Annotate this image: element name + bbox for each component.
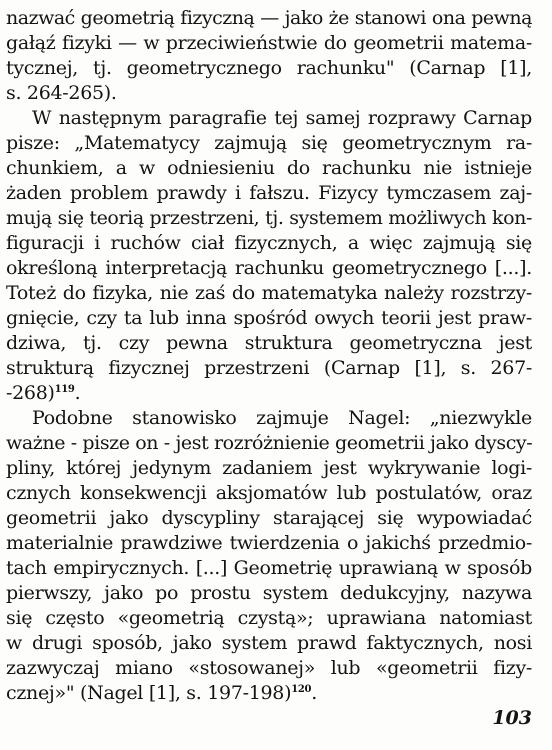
text-line: nazwać geometrią fizyczną — jako że stanowi ona pewną [6,7,532,29]
text-line: pliny, której jedynym zadaniem jest wykrywanie logi- [6,457,532,479]
text-line: geometrii jako dyscypliny starającej się wypowiadać [6,507,532,529]
text-line: cznych konsekwencji aksjomatów lub postulatów, oraz [6,482,532,504]
text-line: strukturą fizycznej przestrzeni (Carnap [1], s. 267- [6,357,532,379]
footnote-ref: 120 [291,684,312,695]
text-line: pierwszy, jako po prostu system dedukcyjny, nazywa [6,582,532,604]
text-line: zazwyczaj miano «stosowanej» lub «geometrii fizy- [6,657,532,679]
text-line: żaden problem prawdy i fałszu. Fizycy tymczasem zaj- [6,182,532,204]
text-line: Toteż do fizyka, nie zaś do matematyka należy rozstrzy- [6,282,532,304]
text-line: tach empirycznych. [...] Geometrię uprawianą w sposób [6,557,532,579]
text-line: pisze: „Matematycy zajmują się geometrycznym ra- [6,132,532,154]
text-line: tycznej, tj. geometrycznego rachunku" (Carnap [1], [6,57,532,79]
text-line: określoną interpretacją rachunku geometrycznego [...]. [6,257,532,279]
text-line: W następnym paragrafie tej samej rozprawy Carnap [32,107,532,129]
text-line: figuracji i ruchów ciał fizycznych, a więc zajmują się [6,232,532,254]
footnote-ref: 119 [54,384,75,395]
text-line: s. 264-265). [6,82,117,104]
text-line: Podobne stanowisko zajmuje Nagel: „niezwykle [32,407,532,429]
text-line: gnięcie, czy ta lub inna spośród owych teorii jest praw- [6,307,532,329]
text-line: -268)$^{119}$. [6,382,81,404]
text-line: się często «geometrią czystą»; uprawiana natomiast [6,607,532,629]
text-line: chunkiem, a w odniesieniu do rachunku nie istnieje [6,157,532,179]
text-line: ważne - pisze on - jest rozróżnienie geometrii jako dyscy- [6,432,533,454]
page-number: 103 [492,707,532,729]
text-line: w drugi sposób, jako system prawd faktycznych, nosi [6,632,532,654]
text-line: mują się teorią przestrzeni, tj. systemem możliwych kon- [6,207,532,229]
text-line: cznej»" (Nagel [1], s. 197-198)$^{120}$. [6,682,317,704]
text-line: dziwa, tj. czy pewna struktura geometryczna jest [6,332,532,354]
text-line: materialnie prawdziwe twierdzenia o jakichś przedmio- [6,532,532,554]
text-line: gałąź fizyki — w przeciwieństwie do geometrii matema- [6,32,532,54]
